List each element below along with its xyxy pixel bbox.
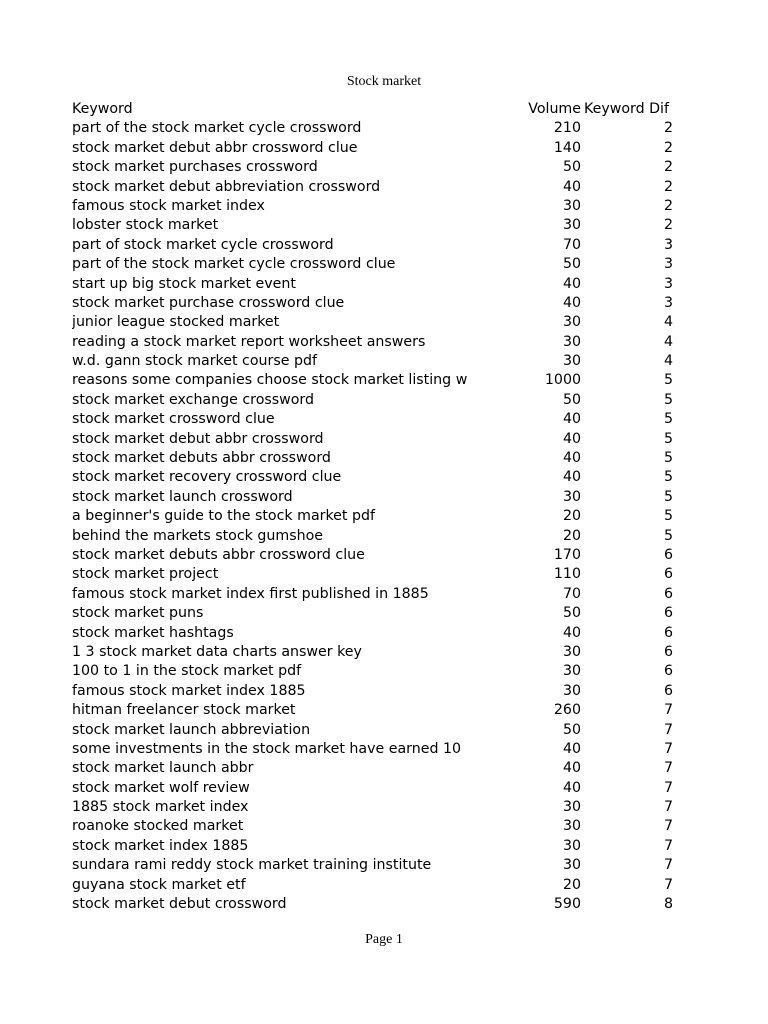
- table-body: [72, 119, 682, 914]
- volume-cell: 30: [562, 837, 581, 854]
- table-row: [72, 721, 682, 740]
- keyword-cell: start up big stock market event: [72, 275, 296, 292]
- keyword-difficulty-cell: 5: [663, 508, 673, 525]
- keyword-cell: a beginner's guide to the stock market pdf: [72, 508, 375, 525]
- table-row: [72, 876, 682, 895]
- keyword-difficulty-cell: 7: [663, 721, 673, 738]
- keyword-difficulty-cell: 7: [663, 702, 673, 719]
- column-header-keyword: Keyword: [72, 101, 133, 117]
- keyword-cell: stock market purchases crossword: [72, 159, 318, 176]
- keyword-difficulty-cell: 4: [663, 314, 673, 331]
- volume-cell: 30: [562, 197, 581, 214]
- table-row: [72, 527, 682, 546]
- keyword-difficulty-cell: 3: [663, 256, 673, 273]
- table-row: [72, 178, 682, 197]
- keyword-difficulty-cell: 7: [663, 837, 673, 854]
- volume-cell: 50: [562, 256, 581, 273]
- keyword-cell: stock market debut abbr crossword clue: [72, 139, 358, 156]
- keyword-difficulty-cell: 4: [663, 353, 673, 370]
- volume-cell: 70: [562, 236, 581, 253]
- volume-cell: 50: [562, 391, 581, 408]
- volume-cell: 30: [562, 857, 581, 874]
- keyword-cell: 1 3 stock market data charts answer key: [72, 643, 362, 660]
- table-row: [72, 488, 682, 507]
- keyword-cell: stock market debut abbreviation crossword: [72, 178, 381, 195]
- volume-cell: 590: [553, 896, 581, 913]
- column-header-volume: Volume: [528, 101, 581, 117]
- volume-cell: 40: [562, 275, 581, 292]
- keyword-cell: stock market launch crossword: [72, 488, 293, 505]
- volume-cell: 50: [562, 605, 581, 622]
- keyword-difficulty-cell: 6: [663, 682, 673, 699]
- volume-cell: 20: [562, 527, 581, 544]
- volume-cell: 40: [562, 760, 581, 777]
- keyword-cell: 1885 stock market index: [72, 799, 249, 816]
- volume-cell: 40: [562, 294, 581, 311]
- volume-cell: 30: [562, 314, 581, 331]
- keyword-cell: stock market debut crossword: [72, 896, 287, 913]
- volume-cell: 40: [562, 178, 581, 195]
- keyword-difficulty-cell: 2: [663, 120, 673, 137]
- volume-cell: 40: [562, 624, 581, 641]
- keyword-difficulty-cell: 6: [663, 624, 673, 641]
- keyword-difficulty-cell: 2: [663, 178, 673, 195]
- keyword-difficulty-cell: 7: [663, 760, 673, 777]
- keyword-cell: guyana stock market etf: [72, 876, 246, 893]
- keyword-difficulty-cell: 3: [663, 275, 673, 292]
- keyword-cell: part of the stock market cycle crossword clue: [72, 256, 396, 273]
- page-header-title: Stock market: [346, 74, 422, 89]
- table-row: [72, 294, 682, 313]
- volume-cell: 210: [553, 120, 581, 137]
- keyword-cell: behind the markets stock gumshoe: [72, 527, 323, 544]
- keyword-difficulty-cell: 6: [663, 566, 673, 583]
- table-row: [72, 895, 682, 914]
- volume-cell: 30: [562, 799, 581, 816]
- table-row: [72, 837, 682, 856]
- table-row: [72, 275, 682, 294]
- keyword-cell: part of the stock market cycle crossword: [72, 120, 362, 137]
- table-row: [72, 585, 682, 604]
- table-row: [72, 468, 682, 487]
- table-row: [72, 701, 682, 720]
- table-row: [72, 216, 682, 235]
- keyword-cell: hitman freelancer stock market: [72, 702, 296, 719]
- table-row: [72, 352, 682, 371]
- table-row: [72, 371, 682, 390]
- keyword-cell: famous stock market index 1885: [72, 682, 306, 699]
- keyword-cell: famous stock market index: [72, 197, 265, 214]
- table-row: [72, 507, 682, 526]
- volume-cell: 30: [562, 818, 581, 835]
- keyword-difficulty-cell: 5: [663, 488, 673, 505]
- keyword-difficulty-cell: 2: [663, 217, 673, 234]
- keyword-cell: stock market debut abbr crossword: [72, 430, 324, 447]
- table-row: [72, 449, 682, 468]
- keyword-difficulty-cell: 2: [663, 139, 673, 156]
- keyword-cell: stock market debuts abbr crossword: [72, 450, 331, 467]
- volume-cell: 140: [553, 139, 581, 156]
- volume-cell: 170: [553, 546, 581, 563]
- keyword-cell: stock market launch abbr: [72, 760, 254, 777]
- keyword-difficulty-cell: 3: [663, 294, 673, 311]
- keyword-cell: stock market exchange crossword: [72, 391, 315, 408]
- keyword-cell: stock market hashtags: [72, 624, 234, 641]
- keyword-difficulty-cell: 7: [663, 818, 673, 835]
- keyword-difficulty-cell: 6: [663, 663, 673, 680]
- keyword-cell: stock market debuts abbr crossword clue: [72, 546, 365, 563]
- keyword-cell: famous stock market index first published in 1885: [72, 585, 429, 602]
- keyword-cell: lobster stock market: [72, 217, 219, 234]
- keyword-difficulty-cell: 5: [663, 450, 673, 467]
- table-row: [72, 662, 682, 681]
- keyword-cell: sundara rami reddy stock market training institute: [72, 857, 432, 874]
- volume-cell: 30: [562, 663, 581, 680]
- keyword-cell: stock market purchase crossword clue: [72, 294, 345, 311]
- volume-cell: 20: [562, 508, 581, 525]
- volume-cell: 20: [562, 876, 581, 893]
- keyword-difficulty-cell: 5: [663, 527, 673, 544]
- table-row: [72, 139, 682, 158]
- volume-cell: 30: [562, 682, 581, 699]
- table-row: [72, 817, 682, 836]
- table-row: [72, 236, 682, 255]
- table-row: [72, 158, 682, 177]
- table-row: [72, 624, 682, 643]
- keyword-difficulty-cell: 5: [663, 469, 673, 486]
- keyword-cell: junior league stocked market: [72, 314, 280, 331]
- keyword-cell: stock market launch abbreviation: [72, 721, 311, 738]
- keyword-difficulty-cell: 5: [663, 411, 673, 428]
- table-row: [72, 759, 682, 778]
- keyword-difficulty-cell: 2: [663, 197, 673, 214]
- keyword-table: [72, 100, 682, 914]
- keyword-difficulty-cell: 7: [663, 857, 673, 874]
- keyword-cell: stock market crossword clue: [72, 411, 275, 428]
- page-footer-number: Page 1: [365, 932, 403, 947]
- table-row: [72, 333, 682, 352]
- table-row: [72, 119, 682, 138]
- volume-cell: 110: [553, 566, 581, 583]
- volume-cell: 40: [562, 740, 581, 757]
- table-header-row: [72, 100, 682, 119]
- keyword-cell: stock market puns: [72, 605, 204, 622]
- volume-cell: 50: [562, 721, 581, 738]
- keyword-difficulty-cell: 5: [663, 391, 673, 408]
- volume-cell: 30: [562, 643, 581, 660]
- volume-cell: 40: [562, 469, 581, 486]
- table-row: [72, 682, 682, 701]
- volume-cell: 30: [562, 333, 581, 350]
- table-row: [72, 856, 682, 875]
- keyword-difficulty-cell: 2: [663, 159, 673, 176]
- table-row: [72, 740, 682, 759]
- keyword-difficulty-cell: 6: [663, 605, 673, 622]
- keyword-difficulty-cell: 5: [663, 372, 673, 389]
- keyword-difficulty-cell: 3: [663, 236, 673, 253]
- keyword-difficulty-cell: 6: [663, 546, 673, 563]
- table-row: [72, 391, 682, 410]
- volume-cell: 1000: [544, 372, 581, 389]
- keyword-cell: 100 to 1 in the stock market pdf: [72, 663, 302, 680]
- table-row: [72, 779, 682, 798]
- keyword-cell: stock market index 1885: [72, 837, 249, 854]
- volume-cell: 30: [562, 217, 581, 234]
- keyword-cell: roanoke stocked market: [72, 818, 244, 835]
- table-row: [72, 798, 682, 817]
- keyword-cell: stock market wolf review: [72, 779, 250, 796]
- keyword-cell: some investments in the stock market have earned 10: [72, 740, 462, 757]
- keyword-difficulty-cell: 8: [663, 896, 673, 913]
- keyword-cell: stock market project: [72, 566, 219, 583]
- volume-cell: 50: [562, 159, 581, 176]
- keyword-difficulty-cell: 7: [663, 876, 673, 893]
- keyword-difficulty-cell: 5: [663, 430, 673, 447]
- keyword-cell: w.d. gann stock market course pdf: [72, 353, 317, 370]
- table-row: [72, 313, 682, 332]
- keyword-cell: reasons some companies choose stock market listing w: [72, 372, 468, 389]
- volume-cell: 70: [562, 585, 581, 602]
- keyword-cell: part of stock market cycle crossword: [72, 236, 334, 253]
- column-header-keyword-difficulty: Keyword Dif: [584, 101, 669, 117]
- volume-cell: 40: [562, 779, 581, 796]
- table-row: [72, 255, 682, 274]
- keyword-difficulty-cell: 6: [663, 585, 673, 602]
- keyword-difficulty-cell: 7: [663, 779, 673, 796]
- keyword-difficulty-cell: 6: [663, 643, 673, 660]
- table-row: [72, 546, 682, 565]
- table-row: [72, 604, 682, 623]
- volume-cell: 30: [562, 488, 581, 505]
- volume-cell: 260: [553, 702, 581, 719]
- table-row: [72, 643, 682, 662]
- table-row: [72, 430, 682, 449]
- keyword-difficulty-cell: 4: [663, 333, 673, 350]
- keyword-difficulty-cell: 7: [663, 740, 673, 757]
- keyword-cell: stock market recovery crossword clue: [72, 469, 342, 486]
- volume-cell: 40: [562, 450, 581, 467]
- keyword-difficulty-cell: 7: [663, 799, 673, 816]
- table-row: [72, 197, 682, 216]
- volume-cell: 40: [562, 411, 581, 428]
- volume-cell: 30: [562, 353, 581, 370]
- volume-cell: 40: [562, 430, 581, 447]
- table-row: [72, 565, 682, 584]
- table-row: [72, 410, 682, 429]
- keyword-cell: reading a stock market report worksheet answers: [72, 333, 426, 350]
